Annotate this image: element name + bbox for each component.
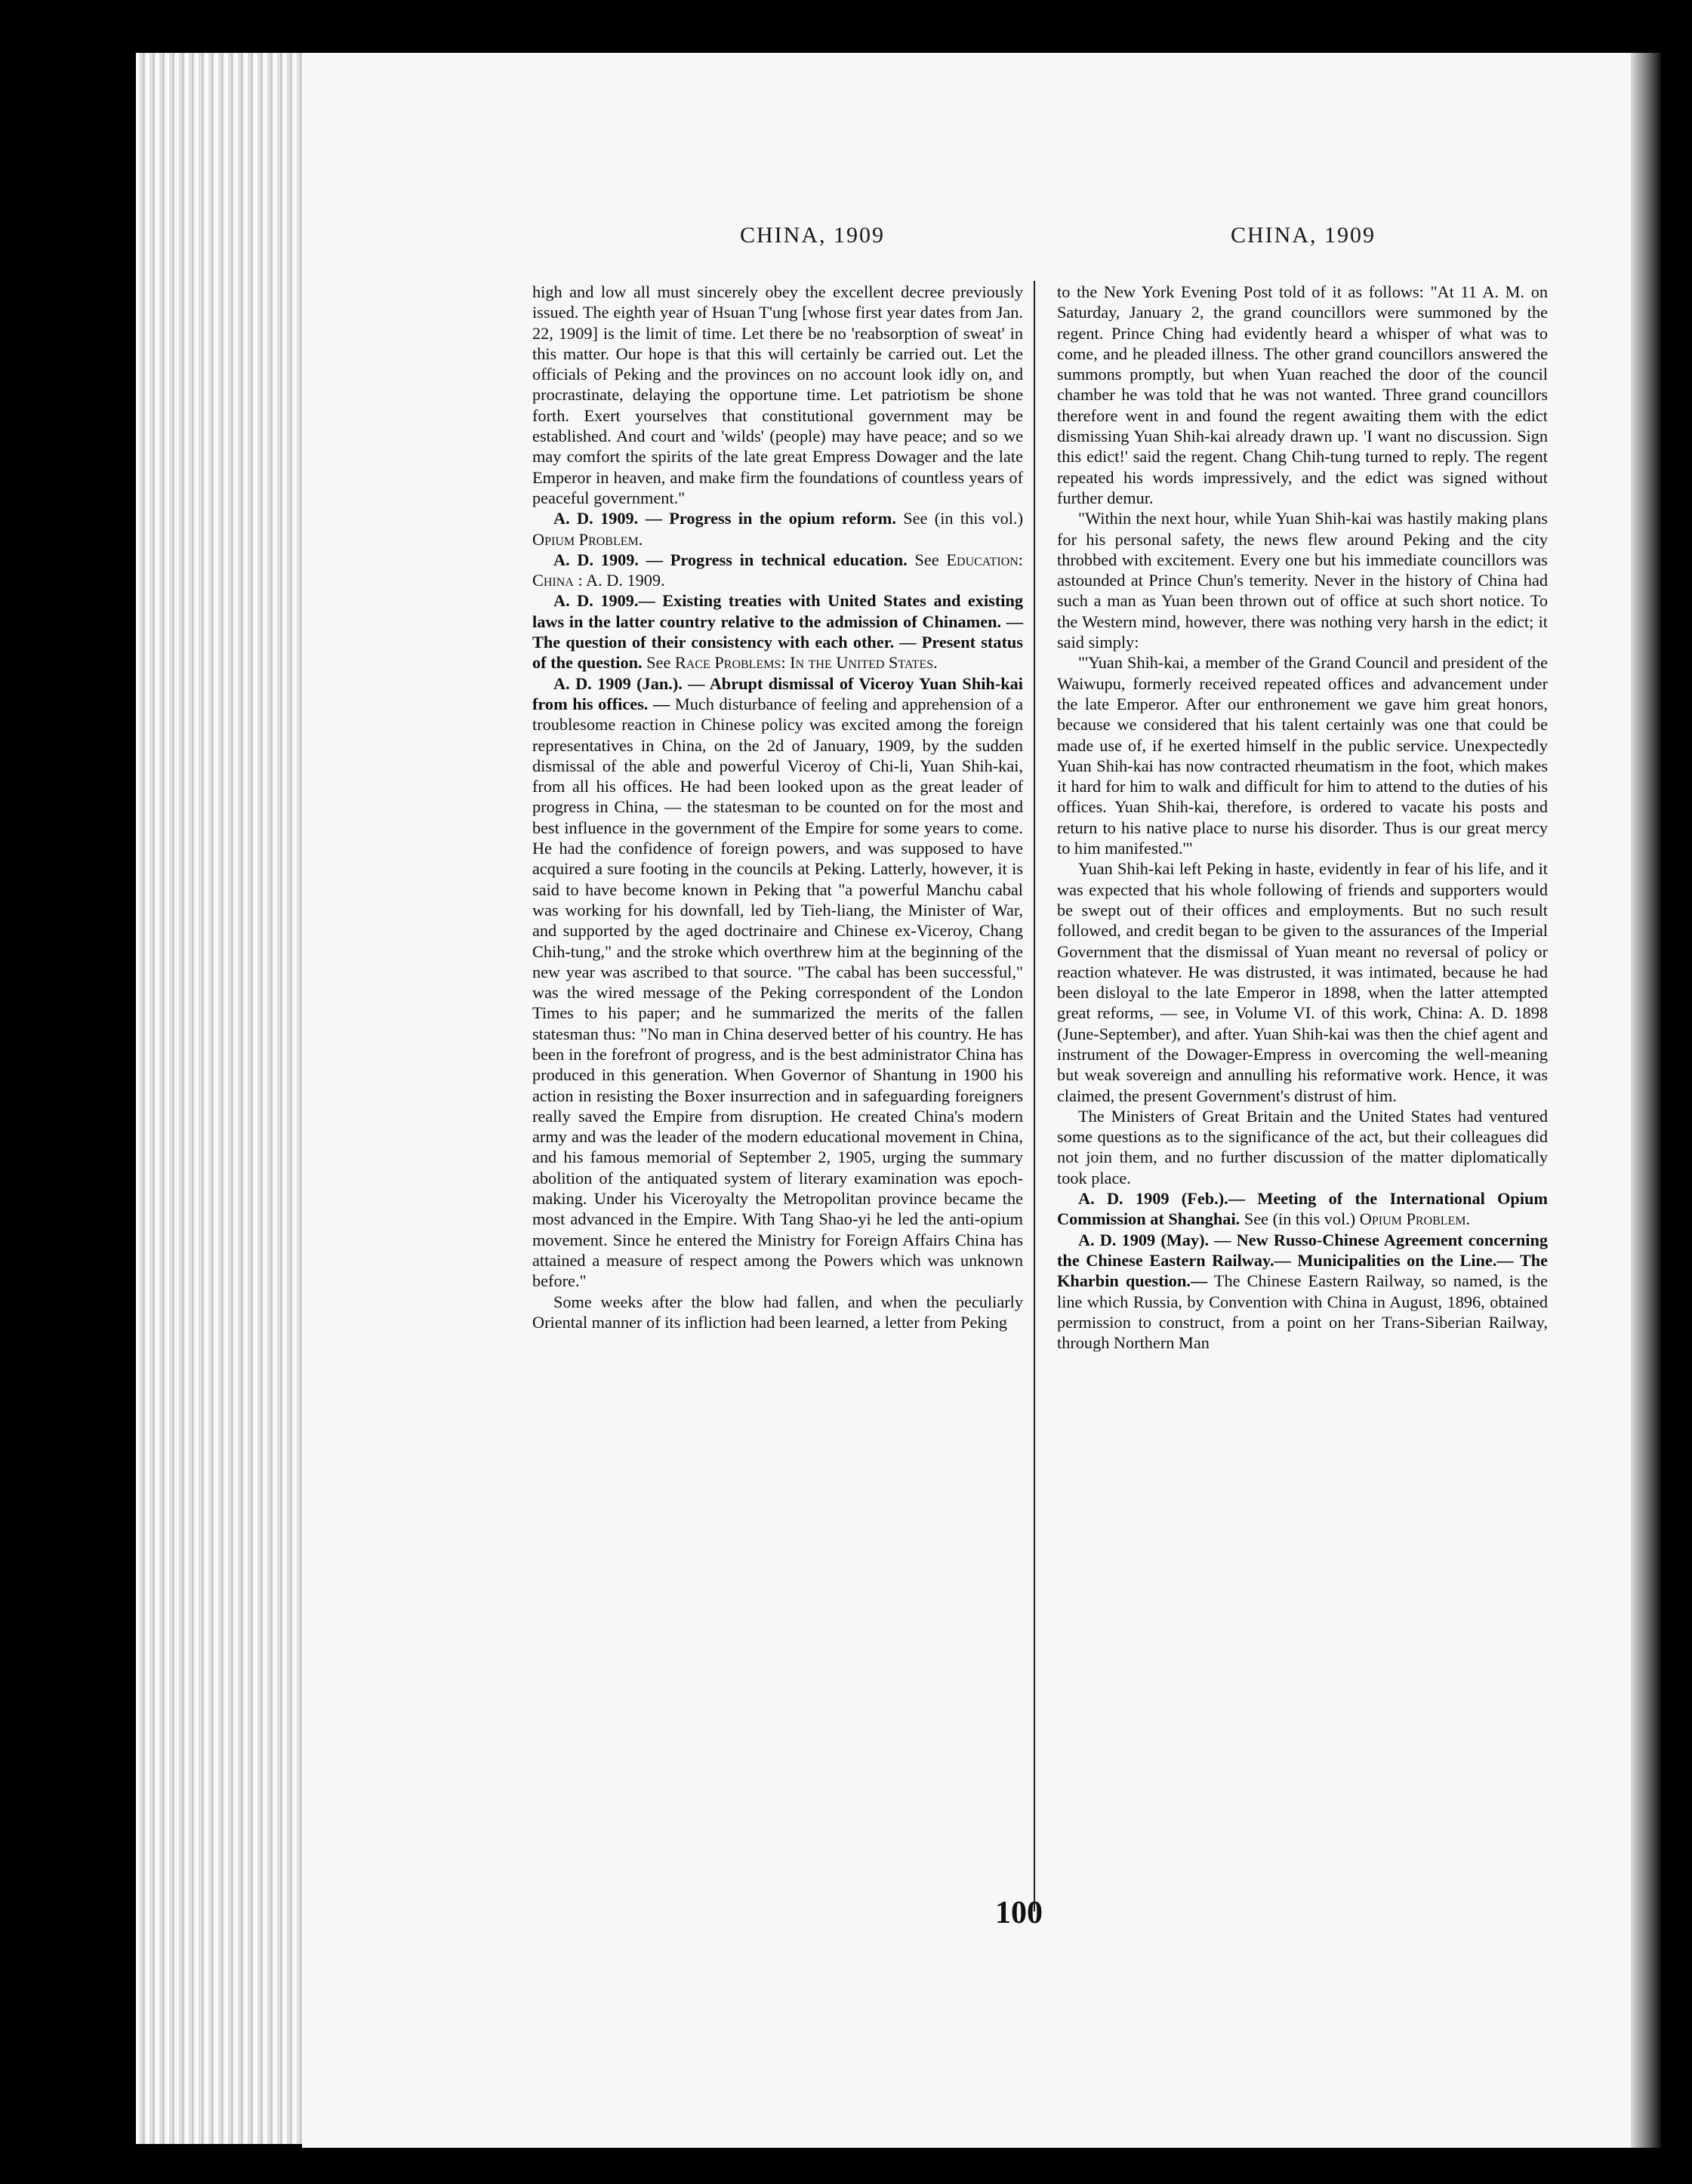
body-paragraph xyxy=(1057,282,1548,508)
book-binding-edge xyxy=(136,53,302,2144)
entry-heading: A. D. 1909 (May). — New Russo-Chinese Agreement concerning the Chinese Eastern Railway.— Municipalities on the Line.— The Kharbin question.— xyxy=(1057,1230,1548,1291)
running-header-left: CHINA, 1909 xyxy=(740,223,885,248)
entry-paragraph xyxy=(532,550,1023,591)
paragraph-text: See (in this vol.) xyxy=(903,509,1023,528)
entry-paragraph xyxy=(532,590,1023,673)
cross-reference: Race Problems: In the United States. xyxy=(674,653,938,673)
paragraph-text: See (in this vol.) xyxy=(1244,1209,1360,1229)
page-number: 100 xyxy=(995,1896,1043,1930)
entry-paragraph xyxy=(1057,1188,1548,1230)
entry-paragraph xyxy=(1057,1230,1548,1354)
entry-heading: A. D. 1909 (Jan.). — Abrupt dismissal of Viceroy Yuan Shih-kai from his offices. — xyxy=(532,673,1023,713)
entry-heading: A. D. 1909. — Progress in the opium reform. xyxy=(553,509,896,528)
paragraph-text: to the New York Evening Post told of it as follows: "At 11 A. M. on Saturday, January 2, the grand councillors were summoned by the regent. Prince Ching had evidently heard a whisper of what was to come, and he pleaded illness. The other grand councillors answered the summons promptly, but when Yuan reached the door of the council chamber he was told that he was not wanted. Three grand councillors therefore went in and found the regent awaiting them with the edict dismissing Yuan Shih-kai already drawn up. 'I want no discussion. Sign this edict!' said the regent. Chang Chih-tung turned to reply. The regent repeated his words impressively, and the edict was signed without further demur. xyxy=(1057,282,1548,507)
body-paragraph xyxy=(1057,652,1548,858)
body-paragraph xyxy=(532,1292,1023,1333)
paragraph-text: Much disturbance of feeling and apprehension of a troublesome reaction in Chinese policy was excited among the foreign representatives in China, on the 2d of January, 1909, by the sudden dismissal of the able and powerful Viceroy of Chi-li, Yuan Shih-kai, from all his offices. He had been looked upon as the great leader of progress in China, — the statesman to be counted on for the most and best influence in the government of the Empire for some years to come. He had the confidence of foreign powers, and was supposed to have acquired a sure footing in the councils at Peking. Latterly, however, it is said to have become known in Peking that "a powerful Manchu cabal was working for his downfall, led by Tieh-liang, the Minister of War, and supported by the aged doctrinaire and Chinese ex-Viceroy, Chang Chih-tung," and the stroke which overthrew him at the beginning of the new year was ascribed to that source. "The cabal has been successful," was the wired message of the Peking correspondent of the London Times to his paper; and he summarized the merits of the fallen statesman thus: "No man in China deserved better of his country. He has been in the forefront of progress, and is the best administrator China has produced in this generation. When Governor of Shantung in 1900 his action in resisting the Boxer insurrection and in safeguarding foreigners really saved the Empire from disruption. He created China's modern army and was the leader of the modern educational movement in China, and his famous memorial of September 2, 1905, urging the summary abolition of the antiquated system of literary examination was epoch-making. Under his Viceroyalty the Metropolitan province became the most advanced in the Empire. With Tang Shao-yi he led the anti-opium movement. Since he entered the Ministry for Foreign Affairs China has attained a measure of respect among the Powers which was unknown before." xyxy=(532,694,1023,1291)
paragraph-text: high and low all must sincerely obey the excellent decree previously issued. The eighth year of Hsuan T'ung [whose first year dates from Jan. 22, 1909] is the limit of time. Let there be no 'reabsorption of sweat' in this matter. Our hope is that this will certainly be carried out. Let the officials of Peking and the provinces on no account look idly on, and procrastinate, delaying the opportune time. Let patriotism be shone forth. Exert yourselves that constitutional government may be established. And court and 'wilds' (people) may have peace; and so we may comfort the spirits of the late great Empress Dowager and the late Emperor in heaven, and make firm the foundations of countless years of peaceful government." xyxy=(532,282,1023,507)
entry-paragraph xyxy=(532,673,1023,1292)
entry-heading: A. D. 1909. — Progress in technical education. xyxy=(553,550,908,569)
entry-heading: A. D. 1909.— Existing treaties with United States and existing laws in the latter country relative to the admission of Chinamen. — The question of their consistency with each other. — Present status of the question. xyxy=(532,591,1023,673)
body-paragraph xyxy=(532,282,1023,508)
entry-paragraph xyxy=(532,508,1023,550)
paragraph-text: See xyxy=(914,550,947,569)
running-header-right: CHINA, 1909 xyxy=(1231,223,1376,248)
body-paragraph xyxy=(1057,508,1548,652)
right-text-column xyxy=(1057,282,1548,1353)
paragraph-text: The Chinese Eastern Railway, so named, is the line which Russia, by Convention with China in August, 1896, obtained permission to construct, from a point on her Trans-Siberian Railway, through Northern Man xyxy=(1057,1271,1548,1353)
paragraph-text: Some weeks after the blow had fallen, and when the peculiarly Oriental manner of its infliction had been learned, a letter from Peking xyxy=(532,1292,1023,1332)
body-paragraph xyxy=(1057,858,1548,1106)
paragraph-text: "Within the next hour, while Yuan Shih-kai was hastily making plans for his personal safety, the news flew around Peking and the city throbbed with excitement. Every one but his immediate councillors was astounded at Prince Chun's temerity. Never in the history of China had such a man as Yuan been thrown out of office at such short notice. To the Western mind, however, there was nothing very harsh in the edict; it said simply: xyxy=(1057,509,1548,652)
cross-reference: Education: China : A. D. 1909. xyxy=(532,550,1023,590)
paragraph-text: See xyxy=(646,653,675,673)
column-divider xyxy=(1034,281,1035,1911)
paragraph-text: "'Yuan Shih-kai, a member of the Grand Council and president of the Waiwupu, formerly received repeated offices and advancement under the late Emperor. After our enthronement we gave him great honors, because we considered that his talent certainly was one that could be made use of, if he exerted himself in the public service. Unexpectedly Yuan Shih-kai has now contracted rheumatism in the foot, which makes it hard for him to walk and difficult for him to attend to the duties of his offices. Yuan Shih-kai, therefore, is ordered to vacate his posts and return to his native place to nurse his disorder. Thus is our great mercy to him manifested.'" xyxy=(1057,653,1548,858)
paragraph-text: The Ministers of Great Britain and the United States had ventured some questions as to the significance of the act, but their colleagues did not join them, and no further discussion of the matter diplomatically took place. xyxy=(1057,1106,1548,1187)
cross-reference: Opium Problem. xyxy=(532,529,643,549)
entry-heading: A. D. 1909 (Feb.).— Meeting of the International Opium Commission at Shanghai. xyxy=(1057,1189,1548,1229)
page-right-edge xyxy=(1631,53,1661,2148)
body-paragraph xyxy=(1057,1106,1548,1188)
left-text-column xyxy=(532,282,1023,1332)
paragraph-text: Yuan Shih-kai left Peking in haste, evidently in fear of his life, and it was expected that his whole following of friends and supporters would be swept out of their offices and employments. But no such result followed, and credit began to be given to the assurances of the Imperial Government that the dismissal of Yuan meant no reversal of policy or reaction whatever. He was distrusted, it was intimated, because he had been disloyal to the late Emperor in 1898, when the latter attempted great reforms, — see, in Volume VI. of this work, China: A. D. 1898 (June-September), and after. Yuan Shih-kai was then the chief agent and instrument of the Dowager-Empress in overcoming the well-meaning but weak sovereign and annulling his reformative work. Hence, it was claimed, the present Government's distrust of him. xyxy=(1057,859,1548,1105)
cross-reference: Opium Problem. xyxy=(1359,1209,1471,1229)
